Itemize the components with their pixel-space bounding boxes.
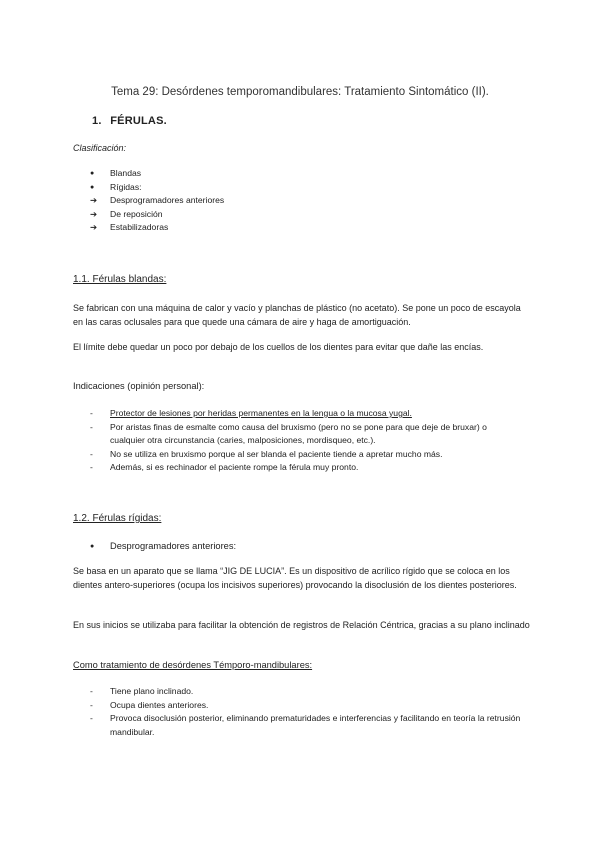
heading-text: FÉRULAS. bbox=[110, 115, 167, 127]
list-item: - Tiene plano inclinado. bbox=[90, 686, 194, 696]
heading-number: 1. bbox=[92, 115, 102, 127]
list-item: - Protector de lesiones por heridas permanentes en la lengua o la mucosa yugal. bbox=[90, 408, 412, 418]
list-item: - Provoca disoclusión posterior, eliminando prematuridades e interferencias y facilitando en teoría la retrusión mandibular. bbox=[90, 713, 521, 737]
section-title-rigidas: 1.2. Férulas rígidas: bbox=[73, 513, 162, 524]
classification-label: Clasificación: bbox=[73, 143, 127, 153]
section-heading bbox=[92, 115, 167, 127]
list-item: ● Rígidas: bbox=[90, 181, 522, 195]
bullet-icon: ● bbox=[90, 183, 95, 191]
arrow-icon: ➔ bbox=[90, 195, 98, 206]
bullet-icon: ● bbox=[90, 170, 95, 177]
document-title: Tema 29: Desórdenes temporomandibulares: Tratamiento Sintomático (II). bbox=[111, 86, 489, 98]
indications-label: Indicaciones (opinión personal): bbox=[73, 381, 205, 391]
bullet-icon: ● bbox=[90, 543, 95, 550]
treatment-label: Como tratamiento de desórdenes Témporo-mandibulares: bbox=[73, 660, 313, 670]
list-item: - Además, si es rechinador el paciente rompe la férula muy pronto. bbox=[90, 462, 359, 473]
treatment-list bbox=[90, 685, 522, 739]
indications-list bbox=[90, 407, 522, 475]
list-item: ● Blandas bbox=[90, 167, 522, 181]
list-item: ➔ Estabilizadoras bbox=[90, 221, 522, 235]
arrow-icon: ➔ bbox=[90, 208, 98, 219]
list-item: - Por aristas finas de esmalte como causa del bruxismo (pero no se pone para que deje de bruxar) o cualquier otra circunstancia (caries, malposiciones, mordisqueo, etc.). bbox=[90, 421, 487, 446]
arrow-icon: ➔ bbox=[90, 222, 98, 233]
classification-list bbox=[90, 167, 522, 235]
paragraph: En sus inicios se utilizaba para facilitar la obtención de registros de Relación Céntrica, gracias a su plano inclinado bbox=[73, 620, 530, 630]
list-item: - Ocupa dientes anteriores. bbox=[90, 699, 209, 710]
rigidas-list bbox=[90, 540, 522, 554]
paragraph: El límite debe quedar un poco por debajo de los cuellos de los dientes para evitar que dañe las encías. bbox=[73, 342, 484, 352]
section-title-blandas: 1.1. Férulas blandas: bbox=[73, 274, 167, 285]
list-item: ➔ Desprogramadores anteriores bbox=[90, 194, 522, 208]
paragraph: Se fabrican con una máquina de calor y vacío y planchas de plástico (no acetato). Se pone un poco de escayola en las caras oclusales para que quede una cámara de aire y haga de amortiguación. bbox=[73, 303, 521, 327]
list-item: ➔ De reposición bbox=[90, 208, 522, 222]
list-item: - No se utiliza en bruxismo porque al ser blanda el paciente tiende a apretar mucho más. bbox=[90, 448, 443, 459]
list-item: ● Desprogramadores anteriores: bbox=[90, 540, 522, 554]
paragraph: Se basa en un aparato que se llama “JIG DE LUCIA”. Es un dispositivo de acrílico rígido que se coloca en los dientes antero-superiores (ocupa los incisivos superiores) provocando la disoclusión de los dientes posteriores. bbox=[73, 566, 517, 590]
